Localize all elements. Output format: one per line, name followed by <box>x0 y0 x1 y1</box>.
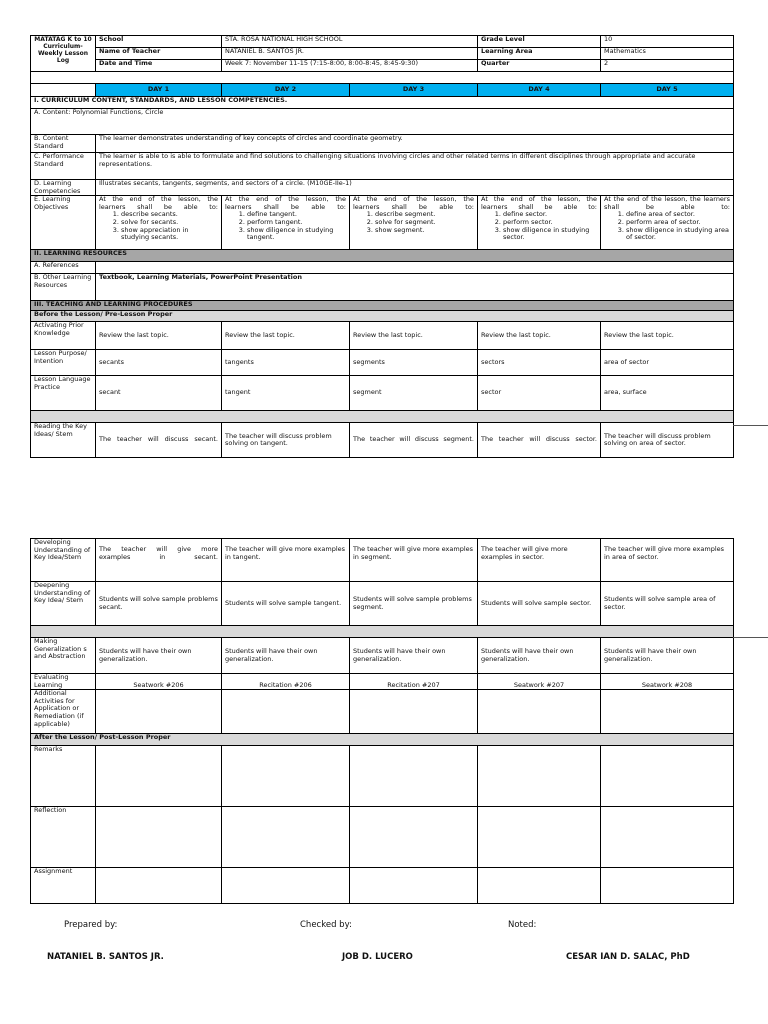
day-header-blank <box>31 84 96 97</box>
language-day-2: tangent <box>222 376 350 411</box>
objective-item: 3. show diligence in studying area of sector. <box>626 227 730 242</box>
day-header-3: DAY 3 <box>350 84 478 97</box>
objective-item: 3. show diligence in studying sector. <box>503 227 597 242</box>
evaluating-label: Evaluating Learning <box>31 674 96 690</box>
objective-item: 2. perform sector. <box>503 219 597 227</box>
reflection-day-3 <box>350 807 478 868</box>
overflow-line <box>733 425 768 426</box>
assignment-day-1 <box>96 868 222 904</box>
objective-item: 3. show diligence in studying tangent. <box>247 227 346 242</box>
generalization-label: Making Generalization s and Abstraction <box>31 638 96 674</box>
evaluating-day-3: Recitation #207 <box>350 674 478 690</box>
checked-by-name: JOB D. LUCERO <box>342 952 413 962</box>
additional-day-3 <box>350 690 478 734</box>
activating-day-3: Review the last topic. <box>350 322 478 350</box>
purpose-label: Lesson Purpose/ Intention <box>31 350 96 376</box>
reflection-day-2 <box>222 807 350 868</box>
language-day-4: sector <box>478 376 601 411</box>
reflection-day-5 <box>601 807 734 868</box>
grade-value: 10 <box>601 36 734 48</box>
generalization-day-4: Students will have their own generalization. <box>478 638 601 674</box>
noted-name: CESAR IAN D. SALAC, PhD <box>566 952 690 962</box>
objectives-day-1 <box>96 196 222 250</box>
teacher-value: NATANIEL B. SANTOS JR. <box>222 48 478 60</box>
language-day-1: secant <box>96 376 222 411</box>
prepared-by-name: NATANIEL B. SANTOS JR. <box>47 952 164 962</box>
remarks-day-2 <box>222 746 350 807</box>
quarter-label: Quarter <box>478 60 601 72</box>
objectives-day-2 <box>222 196 350 250</box>
activating-day-1: Review the last topic. <box>96 322 222 350</box>
performance-value: The learner is able to is able to formulate and find solutions to challenging situations involving circles and other related terms in different disciplines through appropriate and accurate representations. <box>96 153 734 180</box>
content-row: A. Content: Polynomial Functions, Circle <box>31 109 734 135</box>
remarks-day-1 <box>96 746 222 807</box>
school-value: STA. ROSA NATIONAL HIGH SCHOOL <box>222 36 478 48</box>
evaluating-day-1: Seatwork #206 <box>96 674 222 690</box>
reflection-day-1 <box>96 807 222 868</box>
section-1-title: I. CURRICULUM CONTENT, STANDARDS, AND LESSON COMPETENCIES. <box>31 97 734 109</box>
remarks-label: Remarks <box>31 746 96 807</box>
reading-day-4: The teacher will discuss sector. <box>478 423 601 458</box>
other-resources-label: B. Other Learning Resources <box>31 274 96 301</box>
developing-day-2: The teacher will give more examples in tangent. <box>222 539 350 582</box>
grade-label: Grade Level <box>478 36 601 48</box>
noted-label: Noted: <box>508 920 537 930</box>
objective-item: 2. perform area of sector. <box>626 219 730 227</box>
content-standard-value: The learner demonstrates understanding of key concepts of circles and coordinate geometry. <box>96 135 734 153</box>
assignment-day-2 <box>222 868 350 904</box>
additional-day-5 <box>601 690 734 734</box>
objective-intro: At the end of the lesson, the learners shall be able to: <box>604 195 730 211</box>
objectives-day-3 <box>350 196 478 250</box>
objective-intro: At the end of the lesson, the learners shall be able to: <box>99 195 218 211</box>
teacher-label: Name of Teacher <box>96 48 222 60</box>
additional-day-4 <box>478 690 601 734</box>
remarks-day-5 <box>601 746 734 807</box>
gray-spacer-row <box>31 626 734 638</box>
section-3-title: III. TEACHING AND LEARNING PROCEDURES <box>31 301 734 311</box>
objective-item: 3. show appreciation in studying secants. <box>121 227 218 242</box>
gray-spacer-row <box>31 411 734 423</box>
deepening-day-1: Students will solve sample problems secant. <box>96 582 222 626</box>
objective-item: 2. solve for segment. <box>375 219 474 227</box>
area-label: Learning Area <box>478 48 601 60</box>
evaluating-day-5: Seatwork #208 <box>601 674 734 690</box>
deepening-day-2: Students will solve sample tangent. <box>222 582 350 626</box>
area-value: Mathematics <box>601 48 734 60</box>
performance-label: C. Performance Standard <box>31 153 96 180</box>
purpose-day-3: segments <box>350 350 478 376</box>
objective-item: 1. define sector. <box>503 211 597 219</box>
checked-by-label: Checked by: <box>300 920 352 930</box>
reflection-label: Reflection <box>31 807 96 868</box>
remarks-day-4 <box>478 746 601 807</box>
objective-item: 1. describe secants. <box>121 211 218 219</box>
additional-day-2 <box>222 690 350 734</box>
generalization-day-3: Students will have their own generalization. <box>350 638 478 674</box>
reading-label: Reading the Key Ideas/ Stem <box>31 423 96 458</box>
additional-day-1 <box>96 690 222 734</box>
day-header-4: DAY 4 <box>478 84 601 97</box>
deepening-day-3: Students will solve sample problems segment. <box>350 582 478 626</box>
generalization-day-2: Students will have their own generalization. <box>222 638 350 674</box>
objectives-label: E. Learning Objectives <box>31 196 96 250</box>
references-value <box>96 262 734 274</box>
language-label: Lesson Language Practice <box>31 376 96 411</box>
developing-label: Developing Understanding of Key Idea/Stem <box>31 539 96 582</box>
content-standard-label: B. Content Standard <box>31 135 96 153</box>
reading-day-3: The teacher will discuss segment. <box>350 423 478 458</box>
remarks-day-3 <box>350 746 478 807</box>
competencies-label: D. Learning Competencies <box>31 180 96 196</box>
log-title: MATATAG K to 10 Curriculum-Weekly Lesson Log <box>31 36 96 72</box>
spacer-row <box>31 72 734 84</box>
lesson-log-table-top <box>30 35 734 458</box>
assignment-day-3 <box>350 868 478 904</box>
quarter-value: 2 <box>601 60 734 72</box>
reflection-day-4 <box>478 807 601 868</box>
day-header-2: DAY 2 <box>222 84 350 97</box>
purpose-day-1: secants <box>96 350 222 376</box>
objective-intro: At the end of the lesson, the learners shall be able to: <box>225 195 346 211</box>
date-value: Week 7: November 11-15 (7:15-8:00, 8:00-8:45, 8:45-9:30) <box>222 60 478 72</box>
objective-item: 3. show segment. <box>375 227 474 235</box>
additional-label: Additional Activities for Application or Remediation (if applicable) <box>31 690 96 734</box>
objective-intro: At the end of the lesson, the learners shall be able to: <box>353 195 474 211</box>
after-lesson-title: After the Lesson/ Post-Lesson Proper <box>31 734 734 746</box>
deepening-day-4: Students will solve sample sector. <box>478 582 601 626</box>
objective-intro: At the end of the lesson, the learners shall be able to: <box>481 195 597 211</box>
section-2-title: II. LEARNING RESOURCES <box>31 250 734 262</box>
day-header-1: DAY 1 <box>96 84 222 97</box>
objectives-day-5 <box>601 196 734 250</box>
activating-label: Activating Prior Knowledge <box>31 322 96 350</box>
activating-day-4: Review the last topic. <box>478 322 601 350</box>
assignment-day-4 <box>478 868 601 904</box>
purpose-day-5: area of sector <box>601 350 734 376</box>
generalization-day-1: Students will have their own generalization. <box>96 638 222 674</box>
assignment-label: Assignment <box>31 868 96 904</box>
reading-day-1: The teacher will discuss secant. <box>96 423 222 458</box>
competencies-value: Illustrates secants, tangents, segments, and sectors of a circle. (M10GE-IIe-1) <box>96 180 734 196</box>
deepening-day-5: Students will solve sample area of sector. <box>601 582 734 626</box>
language-day-3: segment <box>350 376 478 411</box>
overflow-line <box>733 637 768 638</box>
assignment-day-5 <box>601 868 734 904</box>
evaluating-day-4: Seatwork #207 <box>478 674 601 690</box>
references-label: A. References <box>31 262 96 274</box>
reading-day-2: The teacher will discuss problem solving on tangent. <box>222 423 350 458</box>
reading-day-5: The teacher will discuss problem solving on area of sector. <box>601 423 734 458</box>
deepening-label: Deepening Understanding of Key Idea/ Stem <box>31 582 96 626</box>
language-day-5: area, surface <box>601 376 734 411</box>
objective-item: 1. define area of sector. <box>626 211 730 219</box>
purpose-day-4: sectors <box>478 350 601 376</box>
purpose-day-2: tangents <box>222 350 350 376</box>
school-label: School <box>96 36 222 48</box>
evaluating-day-2: Recitation #206 <box>222 674 350 690</box>
objectives-day-4 <box>478 196 601 250</box>
objective-item: 2. perform tangent. <box>247 219 346 227</box>
date-label: Date and Time <box>96 60 222 72</box>
generalization-day-5: Students will have their own generalization. <box>601 638 734 674</box>
prepared-by-label: Prepared by: <box>64 920 118 930</box>
activating-day-5: Review the last topic. <box>601 322 734 350</box>
developing-day-3: The teacher will give more examples in segment. <box>350 539 478 582</box>
objective-item: 1. define tangent. <box>247 211 346 219</box>
objective-item: 1. describe segment. <box>375 211 474 219</box>
objective-item: 2. solve for secants. <box>121 219 218 227</box>
developing-day-4: The teacher will give more examples in sector. <box>478 539 601 582</box>
developing-day-1: The teacher will give more examples in secant. <box>96 539 222 582</box>
activating-day-2: Review the last topic. <box>222 322 350 350</box>
other-resources-value: Textbook, Learning Materials, PowerPoint Presentation <box>96 274 734 301</box>
day-header-5: DAY 5 <box>601 84 734 97</box>
before-lesson-title: Before the Lesson/ Pre-Lesson Proper <box>31 311 734 322</box>
developing-day-5: The teacher will give more examples in area of sector. <box>601 539 734 582</box>
lesson-log-table-bottom <box>30 538 734 904</box>
